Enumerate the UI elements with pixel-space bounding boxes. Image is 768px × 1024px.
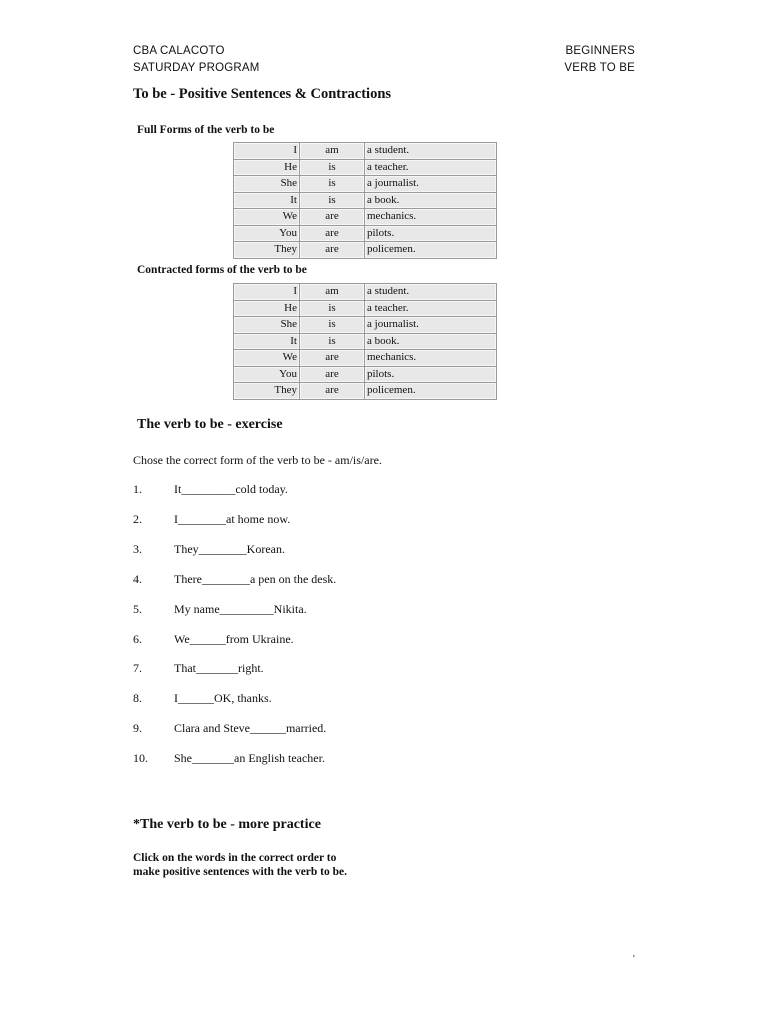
exercise-sentence: We______from Ukraine. xyxy=(174,631,294,646)
exercise-sentence: She_______an English teacher. xyxy=(174,751,325,766)
complement-cell: policemen. xyxy=(365,242,497,259)
school-name: CBA CALACOTO xyxy=(133,45,225,57)
instruction-line-1: Click on the words in the correct order to xyxy=(133,852,337,864)
verb-cell: are xyxy=(300,225,365,242)
pronoun-cell: You xyxy=(234,366,300,383)
complement-cell: mechanics. xyxy=(365,209,497,226)
complement-cell: a teacher. xyxy=(365,300,497,317)
complement-cell: a book. xyxy=(365,192,497,209)
table-row xyxy=(234,300,497,317)
exercise-number: 5. xyxy=(133,601,142,616)
exercise-number: 2. xyxy=(133,511,142,526)
pronoun-cell: He xyxy=(234,300,300,317)
exercise-item xyxy=(133,661,264,676)
exercise-sentence: That_______right. xyxy=(174,661,264,676)
footer-mark: ' xyxy=(633,954,635,965)
exercise-sentence: They________Korean. xyxy=(174,541,285,556)
table-row xyxy=(234,333,497,350)
exercise-sentence: I______OK, thanks. xyxy=(174,691,272,706)
complement-cell: mechanics. xyxy=(365,350,497,367)
verb-cell: are xyxy=(300,350,365,367)
exercise-title: The verb to be - exercise xyxy=(137,417,283,432)
verb-cell: are xyxy=(300,366,365,383)
exercise-item xyxy=(133,542,285,557)
table-row xyxy=(234,209,497,226)
program-name: SATURDAY PROGRAM xyxy=(133,62,260,74)
pronoun-cell: She xyxy=(234,176,300,193)
page-title: To be - Positive Sentences & Contractions xyxy=(133,86,392,102)
complement-cell: a student. xyxy=(365,284,497,301)
full-forms-heading: Full Forms of the verb to be xyxy=(137,124,275,136)
exercise-sentence: My name_________Nikita. xyxy=(174,601,307,616)
exercise-item xyxy=(133,691,272,706)
complement-cell: a book. xyxy=(365,333,497,350)
contracted-forms-table xyxy=(233,283,497,400)
instruction-line-2: make positive sentences with the verb to be. xyxy=(133,866,348,878)
complement-cell: a journalist. xyxy=(365,317,497,334)
exercise-number: 1. xyxy=(133,482,142,496)
level-name: BEGINNERS xyxy=(565,45,635,57)
complement-cell: policemen. xyxy=(365,383,497,400)
verb-cell: am xyxy=(300,284,365,301)
pronoun-cell: I xyxy=(234,143,300,160)
pronoun-cell: I xyxy=(234,284,300,301)
pronoun-cell: They xyxy=(234,383,300,400)
exercise-sentence: There________a pen on the desk. xyxy=(174,571,337,586)
exercise-instruction: Chose the correct form of the verb to be - am/is/are. xyxy=(133,453,382,467)
contracted-forms-heading: Contracted forms of the verb to be xyxy=(137,264,307,276)
full-forms-table xyxy=(233,142,497,259)
verb-cell: is xyxy=(300,317,365,334)
exercise-item xyxy=(133,721,326,736)
verb-cell: is xyxy=(300,333,365,350)
exercise-number: 7. xyxy=(133,661,142,676)
complement-cell: a journalist. xyxy=(365,176,497,193)
table-row xyxy=(234,192,497,209)
exercise-item xyxy=(133,602,307,617)
header-left xyxy=(133,43,260,77)
pronoun-cell: He xyxy=(234,159,300,176)
pronoun-cell: We xyxy=(234,209,300,226)
exercise-number: 4. xyxy=(133,571,142,586)
exercise-number: 8. xyxy=(133,691,142,706)
verb-cell: is xyxy=(300,300,365,317)
table-row xyxy=(234,242,497,259)
verb-cell: are xyxy=(300,242,365,259)
exercise-sentence: I________at home now. xyxy=(174,511,291,526)
more-practice-instruction xyxy=(133,851,393,879)
table-row xyxy=(234,225,497,242)
pronoun-cell: It xyxy=(234,192,300,209)
pronoun-cell: We xyxy=(234,350,300,367)
complement-cell: a student. xyxy=(365,143,497,160)
pronoun-cell: You xyxy=(234,225,300,242)
pronoun-cell: They xyxy=(234,242,300,259)
more-practice-title: *The verb to be - more practice xyxy=(133,817,321,832)
verb-cell: are xyxy=(300,209,365,226)
exercise-sentence: Clara and Steve______married. xyxy=(174,721,327,736)
complement-cell: pilots. xyxy=(365,366,497,383)
exercise-number: 9. xyxy=(133,721,142,736)
topic-name: VERB TO BE xyxy=(564,62,635,74)
pronoun-cell: She xyxy=(234,317,300,334)
complement-cell: pilots. xyxy=(365,225,497,242)
exercise-sentence: It_________cold today. xyxy=(174,482,288,496)
table-row xyxy=(234,284,497,301)
verb-cell: is xyxy=(300,176,365,193)
verb-cell: are xyxy=(300,383,365,400)
exercise-item xyxy=(133,512,290,527)
table-row xyxy=(234,366,497,383)
header-right xyxy=(564,43,635,77)
exercise-number: 3. xyxy=(133,541,142,556)
table-row xyxy=(234,350,497,367)
exercise-item xyxy=(133,482,288,497)
exercise-item xyxy=(133,751,325,766)
pronoun-cell: It xyxy=(234,333,300,350)
exercise-number: 10. xyxy=(133,751,148,766)
verb-cell: is xyxy=(300,192,365,209)
table-row xyxy=(234,159,497,176)
exercise-item xyxy=(133,572,336,587)
table-row xyxy=(234,143,497,160)
table-row xyxy=(234,176,497,193)
exercise-item xyxy=(133,632,294,647)
verb-cell: is xyxy=(300,159,365,176)
table-row xyxy=(234,383,497,400)
table-row xyxy=(234,317,497,334)
complement-cell: a teacher. xyxy=(365,159,497,176)
verb-cell: am xyxy=(300,143,365,160)
exercise-number: 6. xyxy=(133,631,142,646)
